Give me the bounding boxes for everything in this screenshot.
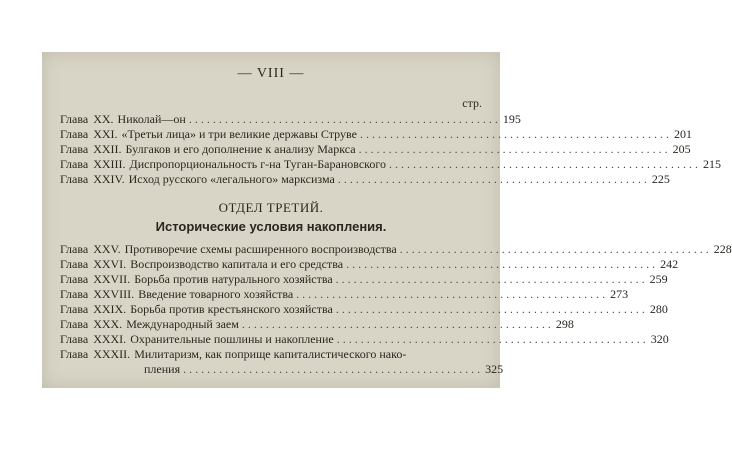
chapter-label: Глава bbox=[60, 317, 89, 331]
leader-dots bbox=[337, 332, 646, 346]
chapter-title: Охранительные пошлины и накопление bbox=[130, 332, 334, 346]
leader-dots bbox=[360, 127, 669, 141]
chapter-page: 205 bbox=[672, 142, 691, 156]
chapter-number: XXXII. bbox=[93, 347, 131, 361]
chapter-number: XXV. bbox=[93, 242, 121, 256]
chapter-title: Борьба против натурального хозяйства bbox=[134, 272, 333, 286]
leader-dots bbox=[242, 317, 551, 331]
chapter-number: XXXI. bbox=[93, 332, 127, 346]
chapter-page: 273 bbox=[610, 287, 629, 301]
chapter-label: Глава bbox=[60, 272, 89, 286]
chapter-page: 225 bbox=[651, 172, 670, 186]
chapter-label: Глава bbox=[60, 302, 89, 316]
toc-row bbox=[60, 172, 670, 187]
chapter-number: XXVII. bbox=[93, 272, 131, 286]
leader-dots bbox=[400, 242, 709, 256]
book-page bbox=[42, 52, 732, 388]
toc-row bbox=[60, 112, 521, 127]
toc-row bbox=[60, 272, 668, 287]
chapter-label: Глава bbox=[60, 142, 89, 156]
chapter-label: Глава bbox=[60, 347, 89, 361]
chapter-label: Глава bbox=[60, 112, 89, 126]
chapter-title: Исход русского «легального» марксизма bbox=[128, 172, 335, 186]
chapter-label: Глава bbox=[60, 127, 89, 141]
chapter-label: Глава bbox=[60, 332, 89, 346]
leader-dots bbox=[389, 157, 698, 171]
chapter-title: Булгаков и его дополнение к анализу Маркса bbox=[125, 142, 356, 156]
chapter-page: 201 bbox=[673, 127, 692, 141]
leader-dots bbox=[296, 287, 605, 301]
chapter-label: Глава bbox=[60, 242, 89, 256]
chapter-title: Николай—он bbox=[117, 112, 186, 126]
chapter-title: Воспроизводство капитала и его средства bbox=[130, 257, 344, 271]
chapter-title: «Третьи лица» и три великие державы Струве bbox=[121, 127, 357, 141]
chapter-page: 280 bbox=[649, 302, 668, 316]
toc-row bbox=[60, 317, 574, 332]
chapter-number: XXIII. bbox=[93, 157, 126, 171]
toc-row bbox=[60, 257, 679, 272]
toc-row bbox=[60, 142, 691, 157]
page-column-label: стр. bbox=[462, 96, 482, 110]
leader-dots bbox=[346, 257, 655, 271]
chapter-title: Противоречие схемы расширенного воспроизводства bbox=[124, 242, 397, 256]
chapter-page: 325 bbox=[485, 362, 504, 376]
chapter-title: Международный заем bbox=[126, 317, 239, 331]
chapter-page: 320 bbox=[650, 332, 669, 346]
chapter-label: Глава bbox=[60, 287, 89, 301]
chapter-page: 259 bbox=[649, 272, 668, 286]
chapter-title-continuation: пления bbox=[144, 362, 181, 376]
chapter-number: XXII. bbox=[93, 142, 122, 156]
toc-row bbox=[60, 287, 629, 302]
page-number-header: — VIII — bbox=[237, 66, 305, 81]
chapter-number: XX. bbox=[93, 112, 114, 126]
chapter-number: XXVI. bbox=[93, 257, 127, 271]
section-title: Исторические условия накопления. bbox=[155, 219, 387, 234]
chapter-page: 298 bbox=[555, 317, 574, 331]
chapter-label: Глава bbox=[60, 157, 89, 171]
chapter-page: 242 bbox=[660, 257, 679, 271]
toc-row bbox=[60, 347, 484, 362]
leader-dots bbox=[336, 302, 645, 316]
chapter-page: 228 bbox=[713, 242, 732, 256]
chapter-label: Глава bbox=[60, 257, 89, 271]
toc-row bbox=[60, 127, 692, 142]
toc-row bbox=[60, 302, 668, 317]
leader-dots bbox=[183, 362, 480, 376]
chapter-number: XXVIII. bbox=[93, 287, 135, 301]
chapter-page: 195 bbox=[502, 112, 521, 126]
chapter-number: XXIX. bbox=[93, 302, 127, 316]
toc-row bbox=[60, 242, 732, 257]
chapter-number: XXX. bbox=[93, 317, 123, 331]
chapter-label: Глава bbox=[60, 172, 89, 186]
toc-block-part2 bbox=[60, 112, 722, 187]
toc-row-continuation bbox=[60, 362, 504, 377]
chapter-number: XXI. bbox=[93, 127, 118, 141]
leader-dots bbox=[336, 272, 645, 286]
leader-dots bbox=[338, 172, 647, 186]
leader-dots bbox=[189, 112, 498, 126]
chapter-title: Диспропорциональность г-на Туган-Барановского bbox=[129, 157, 387, 171]
leader-dots bbox=[359, 142, 668, 156]
chapter-title: Введение товарного хозяйства bbox=[138, 287, 294, 301]
chapter-title: Милитаризм, как поприще капиталистического нако- bbox=[134, 347, 407, 361]
chapter-title: Борьба против крестьянского хозяйства bbox=[130, 302, 333, 316]
toc-row bbox=[60, 157, 722, 172]
chapter-number: XXIV. bbox=[93, 172, 125, 186]
chapter-page: 215 bbox=[703, 157, 722, 171]
toc-block-part3 bbox=[60, 242, 732, 377]
toc-row bbox=[60, 332, 669, 347]
section-heading: ОТДЕЛ ТРЕТИЙ. bbox=[218, 200, 324, 215]
